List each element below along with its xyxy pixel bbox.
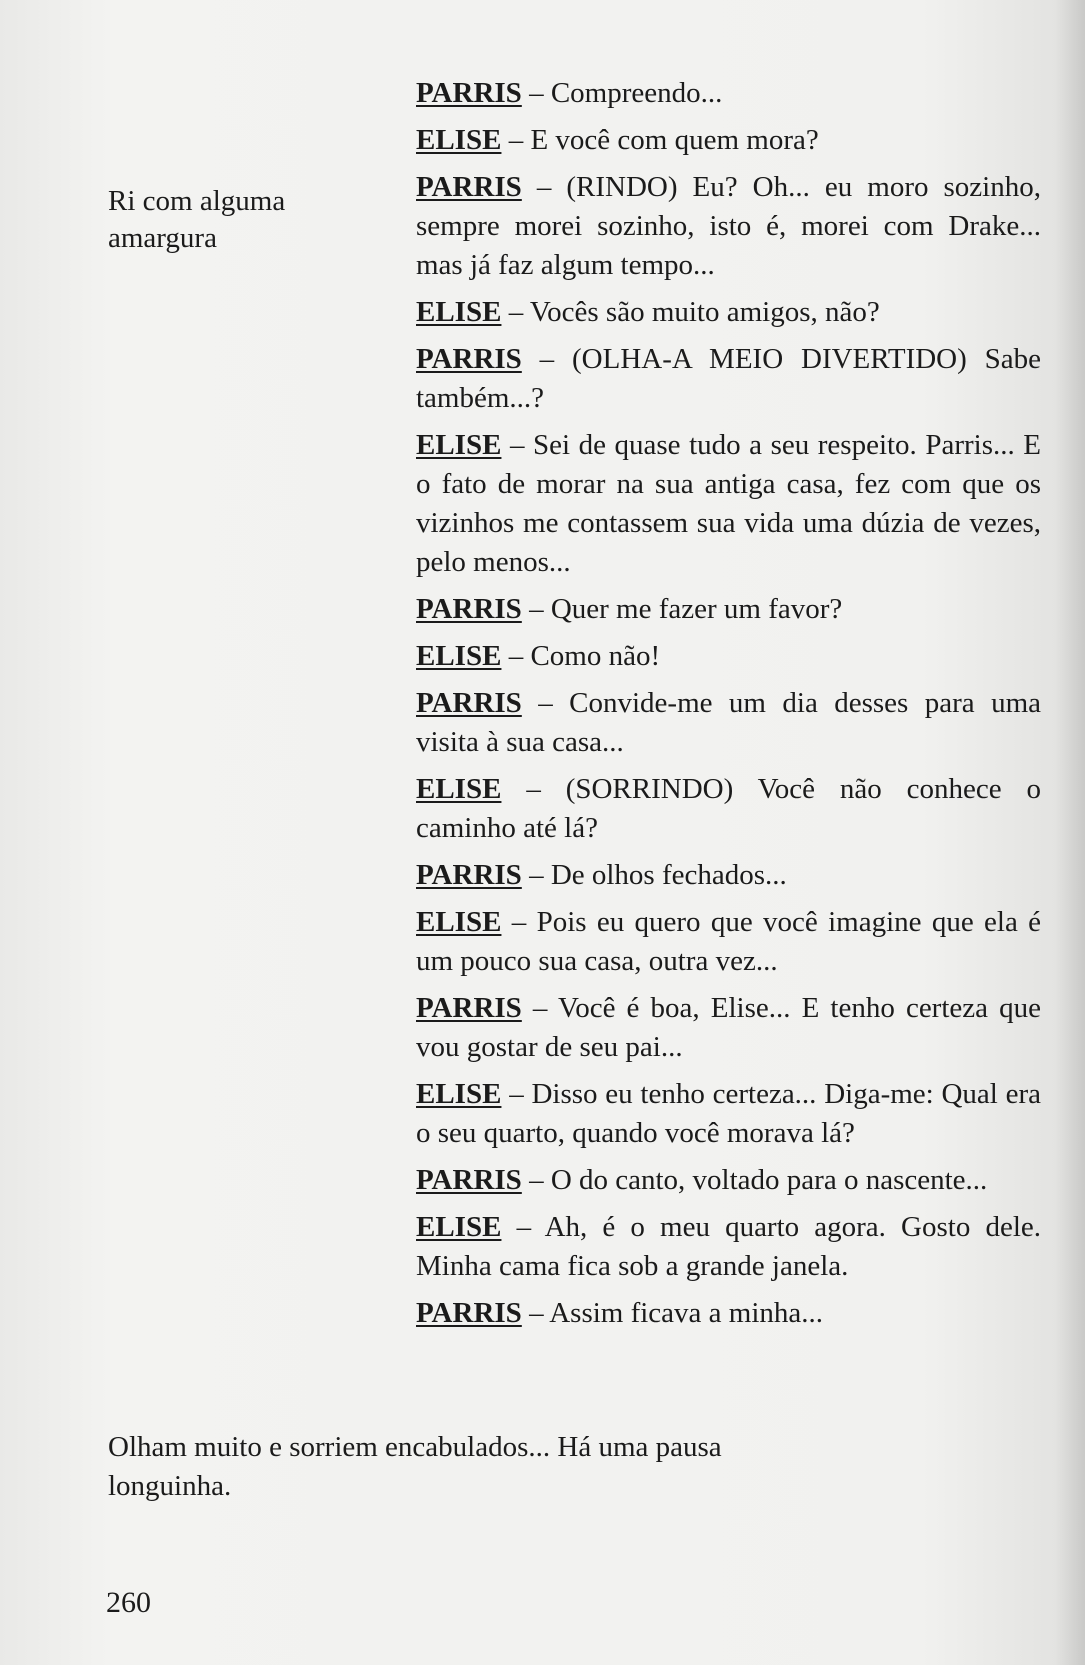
dialogue-text: – Sei de quase tudo a seu respeito. Parris... E o fato de morar na sua antiga casa, fez com que os vizinhos me contassem sua vida uma dúzia de vezes, pelo menos...	[416, 429, 1041, 578]
speaker-name: PARRIS	[416, 1297, 522, 1329]
stage-direction-bottom: Olham muito e sorriem encabulados... Há uma pausa longuinha.	[108, 1431, 722, 1502]
dialogue-line	[416, 426, 1041, 582]
speaker-name: PARRIS	[416, 593, 522, 625]
dialogue-line	[416, 168, 1041, 285]
dialogue-text: – O do canto, voltado para o nascente...	[521, 1164, 988, 1196]
dialogue-text: – Ah, é o meu quarto agora. Gosto dele. Minha cama fica sob a grande janela.	[416, 1211, 1041, 1282]
dialogue-line	[416, 770, 1041, 848]
dialogue-text: – Compreendo...	[521, 77, 723, 109]
dialogue-column	[416, 74, 1041, 1341]
speaker-name: ELISE	[416, 640, 502, 672]
speaker-name: PARRIS	[416, 859, 522, 891]
speaker-name: ELISE	[416, 906, 502, 938]
page-binding-shadow	[1055, 0, 1085, 1665]
speaker-name: ELISE	[416, 1211, 502, 1243]
dialogue-text: – Você é boa, Elise... E tenho certeza que vou gostar de seu pai...	[416, 992, 1041, 1063]
dialogue-line	[416, 1208, 1041, 1286]
dialogue-text: – (SORRINDO) Você não conhece o caminho até lá?	[416, 773, 1041, 844]
dialogue-text: – Pois eu quero que você imagine que ela é um pouco sua casa, outra vez...	[416, 906, 1041, 977]
dialogue-text: – (RINDO) Eu? Oh... eu moro sozinho, sempre morei sozinho, isto é, morei com Drake... mas já faz algum tempo...	[416, 171, 1041, 281]
speaker-name: ELISE	[416, 429, 502, 461]
dialogue-line	[416, 856, 1041, 895]
dialogue-text: – Disso eu tenho certeza... Diga-me: Qual era o seu quarto, quando você morava lá?	[416, 1078, 1041, 1149]
speaker-name: ELISE	[416, 773, 502, 805]
speaker-name: PARRIS	[416, 171, 522, 203]
dialogue-text: – Vocês são muito amigos, não?	[501, 296, 880, 328]
dialogue-line	[416, 74, 1041, 113]
dialogue-line	[416, 293, 1041, 332]
dialogue-line	[416, 1294, 1041, 1333]
dialogue-line	[416, 1161, 1041, 1200]
dialogue-text: – Convide-me um dia desses para uma visita à sua casa...	[416, 687, 1041, 758]
speaker-name: ELISE	[416, 296, 502, 328]
speaker-name: PARRIS	[416, 992, 522, 1024]
speaker-name: PARRIS	[416, 1164, 522, 1196]
dialogue-line	[416, 903, 1041, 981]
speaker-name: PARRIS	[416, 687, 522, 719]
dialogue-text: – Assim ficava a minha...	[521, 1297, 824, 1329]
dialogue-text: – De olhos fechados...	[521, 859, 787, 891]
dialogue-line	[416, 340, 1041, 418]
speaker-name: ELISE	[416, 1078, 502, 1110]
dialogue-line	[416, 989, 1041, 1067]
dialogue-line	[416, 1075, 1041, 1153]
speaker-name: ELISE	[416, 124, 502, 156]
dialogue-line	[416, 121, 1041, 160]
speaker-name: PARRIS	[416, 343, 522, 375]
dialogue-line	[416, 684, 1041, 762]
speaker-name: PARRIS	[416, 77, 522, 109]
stage-direction-side: Ri com alguma amargura	[108, 185, 286, 254]
dialogue-text: – E você com quem mora?	[501, 124, 819, 156]
dialogue-text: – (OLHA-A MEIO DIVERTIDO) Sabe também...?	[416, 343, 1041, 414]
dialogue-line	[416, 637, 1041, 676]
page-number: 260	[106, 1586, 151, 1619]
dialogue-text: – Como não!	[501, 640, 661, 672]
dialogue-line	[416, 590, 1041, 629]
dialogue-text: – Quer me fazer um favor?	[521, 593, 843, 625]
